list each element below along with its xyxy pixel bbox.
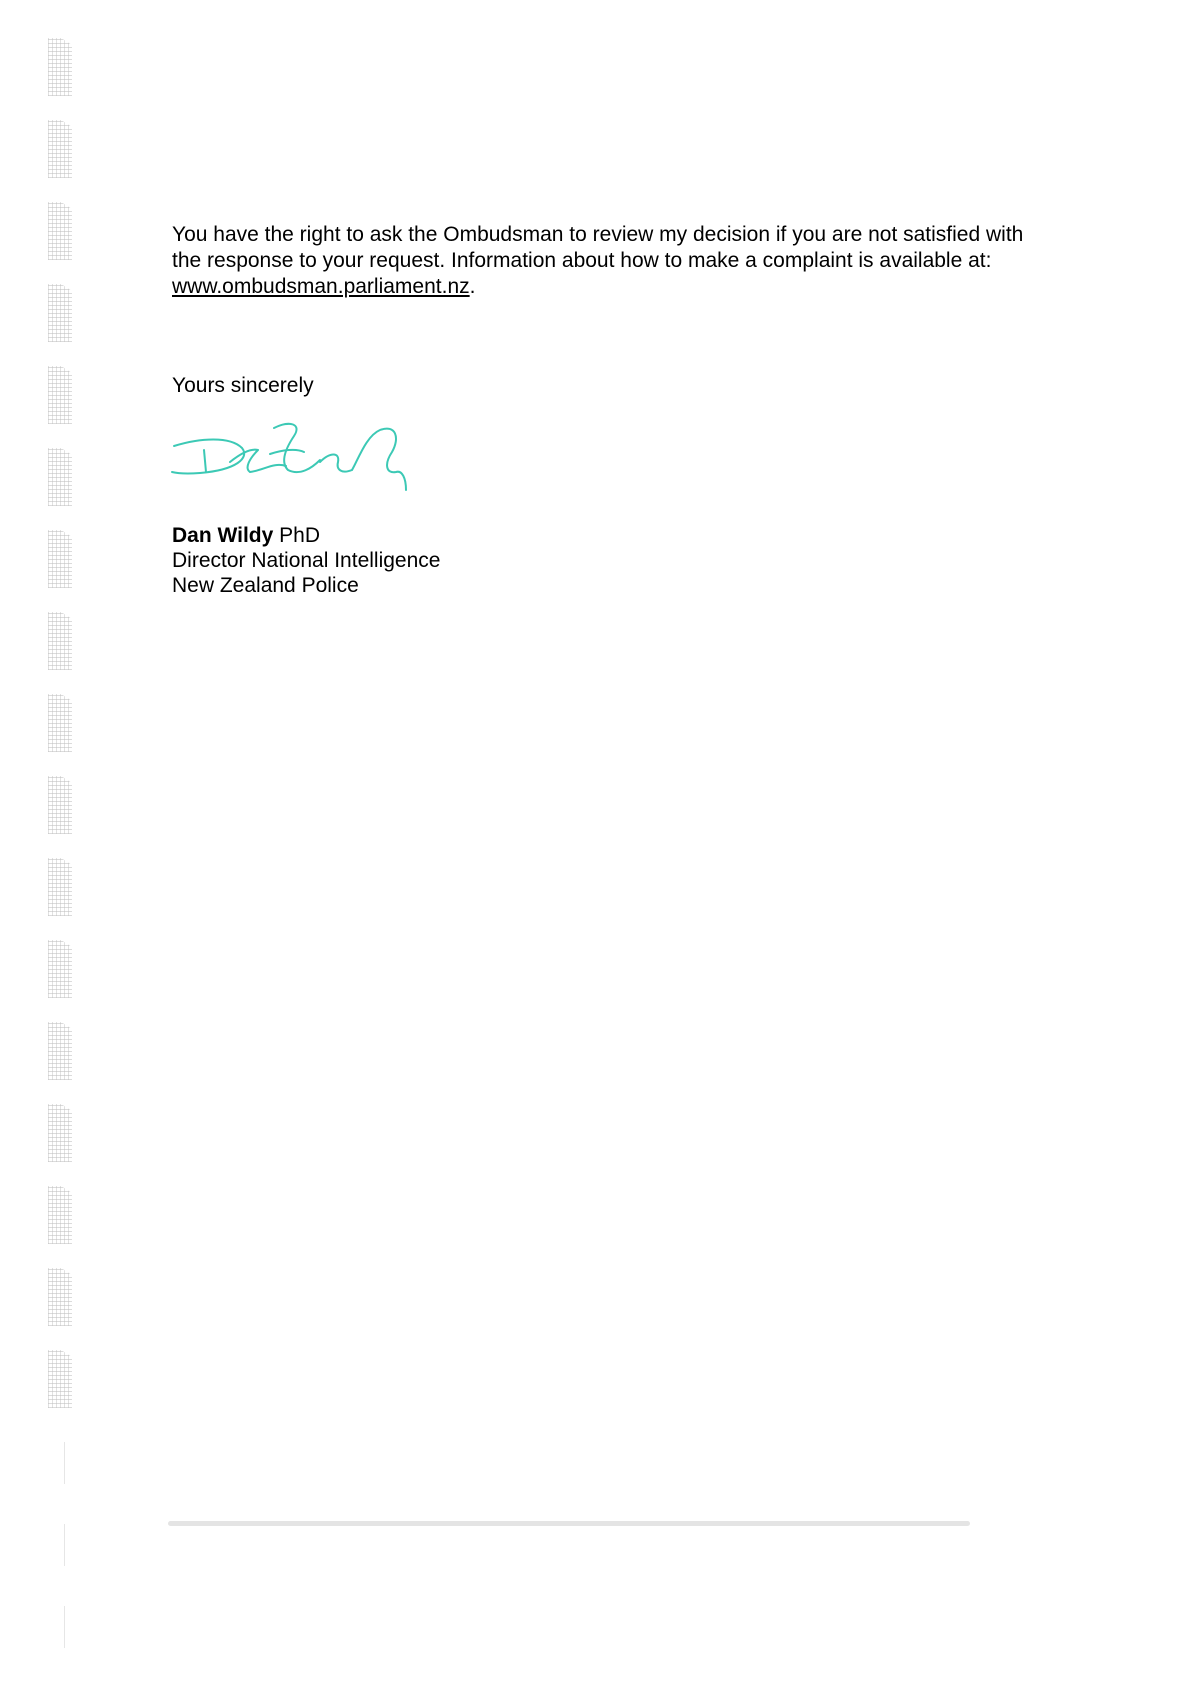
signatory-qualification: PhD bbox=[273, 524, 321, 547]
edge-mark bbox=[48, 120, 72, 178]
footer-rule bbox=[168, 1521, 970, 1526]
edge-mark bbox=[48, 284, 72, 342]
edge-mark bbox=[48, 1022, 72, 1080]
signature-strokes bbox=[172, 424, 406, 490]
edge-mark bbox=[48, 694, 72, 752]
paragraph-end: . bbox=[469, 275, 476, 298]
edge-mark bbox=[48, 858, 72, 916]
signatory-name: Dan Wildy bbox=[172, 524, 274, 547]
edge-mark bbox=[48, 202, 72, 260]
edge-mark bbox=[48, 38, 72, 96]
signature-block bbox=[172, 523, 440, 598]
edge-mark bbox=[48, 366, 72, 424]
signature-icon bbox=[170, 418, 410, 494]
page-edge-scan-marks bbox=[48, 38, 74, 1403]
ombudsman-link[interactable]: www.ombudsman.parliament.nz bbox=[172, 275, 470, 298]
edge-mark bbox=[48, 776, 72, 834]
edge-mark bbox=[48, 940, 72, 998]
signatory-line bbox=[172, 523, 440, 548]
edge-line bbox=[64, 1606, 65, 1648]
ombudsman-paragraph bbox=[172, 222, 1052, 300]
edge-mark bbox=[48, 1104, 72, 1162]
edge-line bbox=[64, 1524, 65, 1566]
edge-mark bbox=[48, 1350, 72, 1408]
edge-mark bbox=[48, 530, 72, 588]
edge-mark bbox=[48, 612, 72, 670]
paragraph-text: You have the right to ask the Ombudsman to review my decision if you are not satisfied with the response to your request. Information about how to make a complaint is available at: bbox=[172, 223, 1024, 272]
signatory-organisation: New Zealand Police bbox=[172, 574, 359, 597]
edge-mark bbox=[48, 1268, 72, 1326]
closing-salutation: Yours sincerely bbox=[172, 374, 314, 397]
edge-mark bbox=[48, 1186, 72, 1244]
edge-line bbox=[64, 1442, 65, 1484]
edge-mark bbox=[48, 448, 72, 506]
signatory-title: Director National Intelligence bbox=[172, 549, 441, 572]
